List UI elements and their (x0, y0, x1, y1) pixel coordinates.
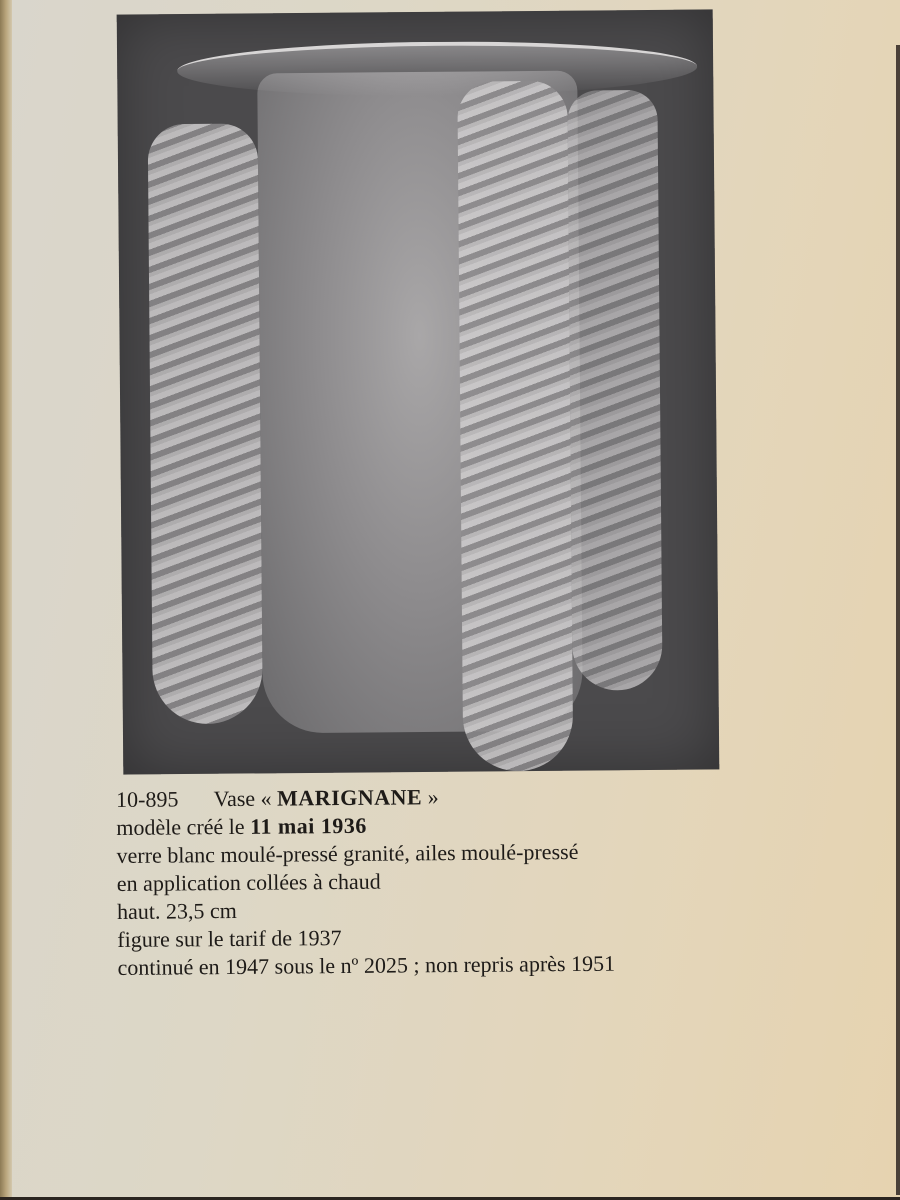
next-page-edge (896, 45, 900, 1195)
caption-height-line: haut. 23,5 cm (116, 897, 237, 924)
figure-caption (116, 780, 838, 982)
vase-wing-front (457, 81, 573, 772)
object-type: Vase (213, 785, 256, 812)
quote-open: « (260, 785, 272, 811)
caption-material-line: verre blanc moulé-pressé granité, ailes moulé-pressé (116, 838, 579, 868)
vase-wing-left (148, 123, 263, 724)
created-date: 11 mai 1936 (250, 812, 367, 839)
vase-photograph (117, 9, 720, 774)
quote-close: » (427, 784, 439, 810)
caption-continued-line: continué en 1947 sous le nº 2025 ; non repris après 1951 (117, 950, 616, 980)
caption-tariff-line: figure sur le tarif de 1937 (117, 925, 342, 952)
caption-technique-line: en application collées à chaud (116, 868, 381, 896)
book-spine (0, 0, 12, 1200)
created-prefix: modèle créé le (116, 813, 245, 840)
catalog-number: 10-895 (116, 786, 179, 812)
vase-wing-right (567, 90, 662, 691)
object-name: MARIGNANE (276, 784, 423, 811)
